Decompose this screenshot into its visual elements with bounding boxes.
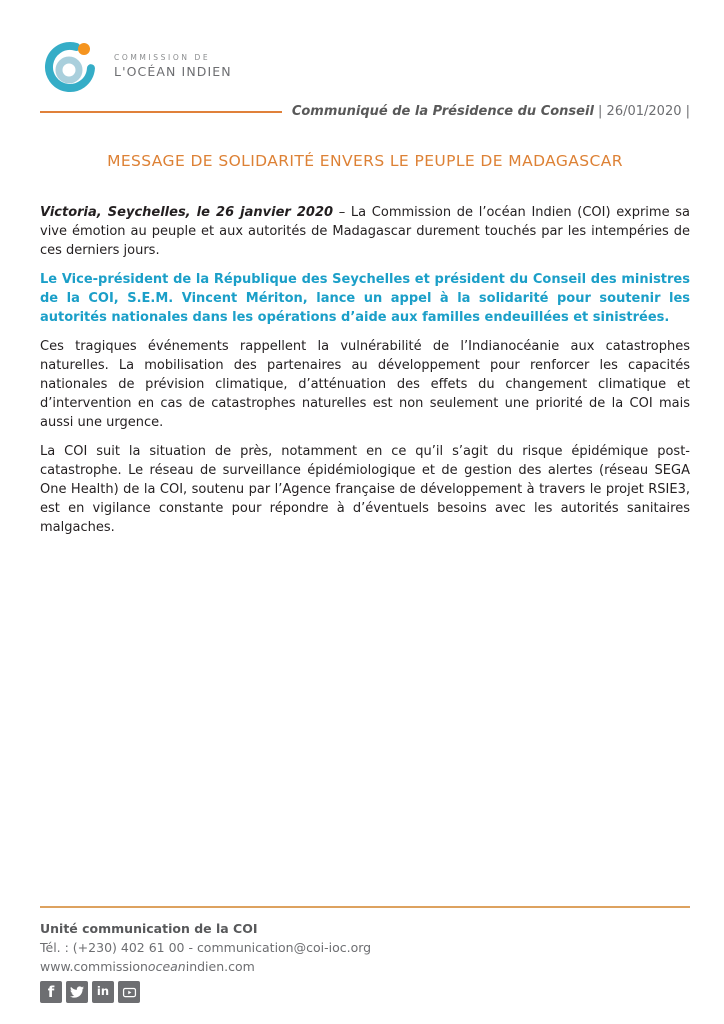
linkedin-icon: in xyxy=(96,984,110,999)
doc-type-label: Communiqué de la Présidence du Conseil xyxy=(291,104,594,119)
doc-date: | 26/01/2020 | xyxy=(598,104,690,119)
facebook-icon: f xyxy=(47,982,55,1001)
header-divider xyxy=(40,111,282,113)
page-title: MESSAGE DE SOLIDARITÉ ENVERS LE PEUPLE DE MADAGASCAR xyxy=(107,152,623,170)
dateline-rest: – La Commission de l’océan Indien (COI) exprime sa vive émotion au peuple et aux autorités de Madagascar durement touchés par les intempéries de ces derniers jours. xyxy=(40,205,690,258)
linkedin-link[interactable] xyxy=(92,981,114,1003)
twitter-icon xyxy=(70,985,84,999)
website-prefix: www.commission xyxy=(40,959,148,974)
footer-contact-line: Tél. : (+230) 402 61 00 - communication@coi-ioc.org xyxy=(40,940,372,955)
website-suffix: indien.com xyxy=(185,959,255,974)
website-italic: ocean xyxy=(147,959,186,974)
dateline-lead: Victoria, Seychelles, le 26 janvier 2020 xyxy=(40,205,334,220)
twitter-link[interactable] xyxy=(66,981,88,1003)
coi-logo-icon xyxy=(44,38,98,94)
social-links xyxy=(40,981,690,1003)
document-header xyxy=(40,104,690,119)
youtube-link[interactable] xyxy=(118,981,140,1003)
paragraph-highlight: Le Vice-président de la République des Seychelles et président du Conseil des ministres de la COI, S.E.M. Vincent Mériton, lance un appel à la solidarité pour soutenir les autorités nationales dans les opérations d’aide aux familles endeuillées et sinistrées. xyxy=(40,272,690,325)
footer-divider xyxy=(40,906,690,908)
paragraph-surveillance: La COI suit la situation de près, notamment en ce qu’il s’agit du risque épidémique post-catastrophe. Le réseau de surveillance épidémiologique et de gestion des alertes (réseau SEGA One Health) de la COI, soutenu par l’Agence française de développement à travers le projet RSIE3, est en vigilance constante pour répondre à d’éventuels besoins avec les autorités sanitaires malgaches. xyxy=(40,444,690,535)
facebook-link[interactable] xyxy=(40,981,62,1003)
coi-logo-text xyxy=(114,53,232,79)
coi-logo xyxy=(44,38,232,94)
youtube-icon xyxy=(122,985,137,1000)
footer-website[interactable] xyxy=(40,959,690,974)
paragraph-context: Ces tragiques événements rappellent la vulnérabilité de l’Indianocéanie aux catastrophes naturelles. La mobilisation des partenaires au développement pour renforcer les capacités nationales de prévision climatique, d’atténuation des effets du changement climatique et d’intervention en cas de catastrophes naturelles est non seulement une priorité de la COI mais aussi une urgence. xyxy=(40,339,690,430)
header-text xyxy=(292,104,690,119)
document-body xyxy=(40,203,690,547)
document-footer xyxy=(40,906,690,1003)
logo-text-line1: COMMISSION DE xyxy=(114,53,211,62)
footer-unit-label: Unité communication de la COI xyxy=(40,921,258,936)
logo-text-line2: L'OCÉAN INDIEN xyxy=(114,64,232,79)
paragraph-dateline xyxy=(40,203,690,260)
